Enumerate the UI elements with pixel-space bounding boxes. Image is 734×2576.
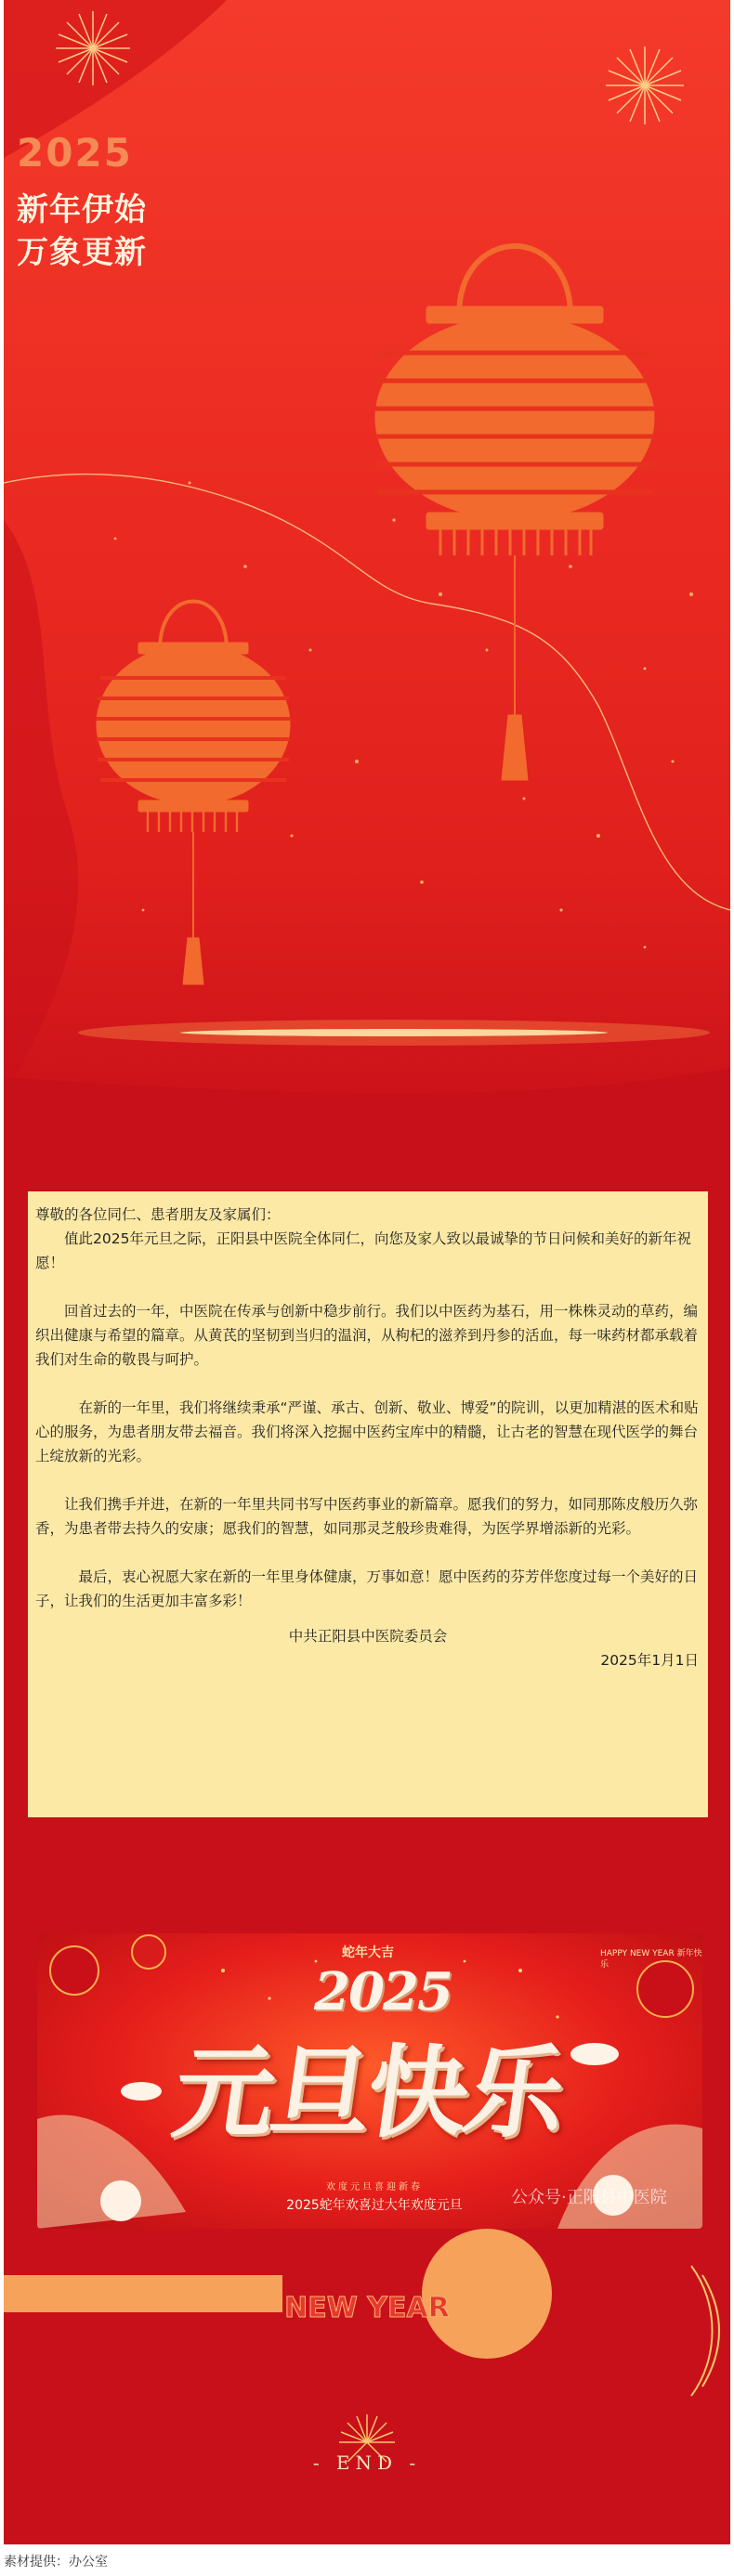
letter-paragraph: 值此2025年元旦之际，正阳县中医院全体同仁，向您及家人致以最诚挚的节日问候和美好的新年祝愿！ [35,1230,691,1271]
banner-year: 2025 [314,1961,452,2023]
banner-snake-badge: 蛇年大吉 [342,1945,394,1960]
new-year-heading: NEW YEAR [284,2292,450,2324]
new-year-banner-image [37,1933,702,2229]
watermark: 公众号·正阳县中医院 [511,2188,667,2207]
letter-date: 2025年1月1日 [600,1652,699,1669]
banner-corner-text: HAPPY NEW YEAR 新年快乐 [600,1949,702,1970]
greeting-letter [28,1191,708,1817]
letter-paragraph: 回首过去的一年，中医院在传承与创新中稳步前行。我们以中医药为基石，用一株株灵动的草药，编织出健康与希望的篇章。从黄芪的坚韧到当归的温润，从枸杞的滋养到丹参的活血，每一味药材都承载着我们对生命的敬畏与呵护。 [35,1303,699,1368]
banner-subtitle-small: 欢度元旦喜迎新春 [326,2182,423,2192]
letter-paragraph: 在新的一年里，我们将继续秉承“严谨、承古、创新、敬业、博爱”的院训，以更加精湛的医术和贴心的服务，为患者朋友带去福音。我们将深入挖掘中医药宝库中的精髓，让古老的智慧在现代医学的舞台上绽放新的光彩。 [35,1399,699,1464]
footer-decoration [4,2229,730,2544]
hero-year: 2025 [17,130,133,176]
banner-subtitle: 2025蛇年欢喜过大年欢度元旦 [286,2198,463,2213]
large-lantern-icon [375,246,654,780]
letter-paragraph: 让我们携手并进，在新的一年里共同书写中医药事业的新篇章。愿我们的努力，如同那陈皮般历久弥香，为患者带去持久的安康；愿我们的智慧，如同那灵芝般珍贵难得，为医学界增添新的光彩。 [35,1496,699,1537]
letter-paragraph: 最后，衷心祝愿大家在新的一年里身体健康，万事如意！愿中医药的芬芳伴您度过每一个美好的日子，让我们的生活更加丰富多彩！ [35,1568,699,1609]
letter-signature: 中共正阳县中医院委员会 [288,1628,448,1645]
small-lantern-icon [97,602,290,985]
material-credit: 素材提供：办公室 [4,2555,108,2569]
hero-slogan-line2: 万象更新 [17,234,147,271]
new-year-poster [4,0,730,2544]
hero-section [4,0,730,1151]
end-marker: - END - [312,2452,422,2474]
letter-greeting: 尊敬的各位同仁、患者朋友及家属们： [35,1206,281,1223]
hero-slogan-line1: 新年伊始 [17,191,147,228]
banner-title: 元旦快乐 [166,2035,570,2152]
